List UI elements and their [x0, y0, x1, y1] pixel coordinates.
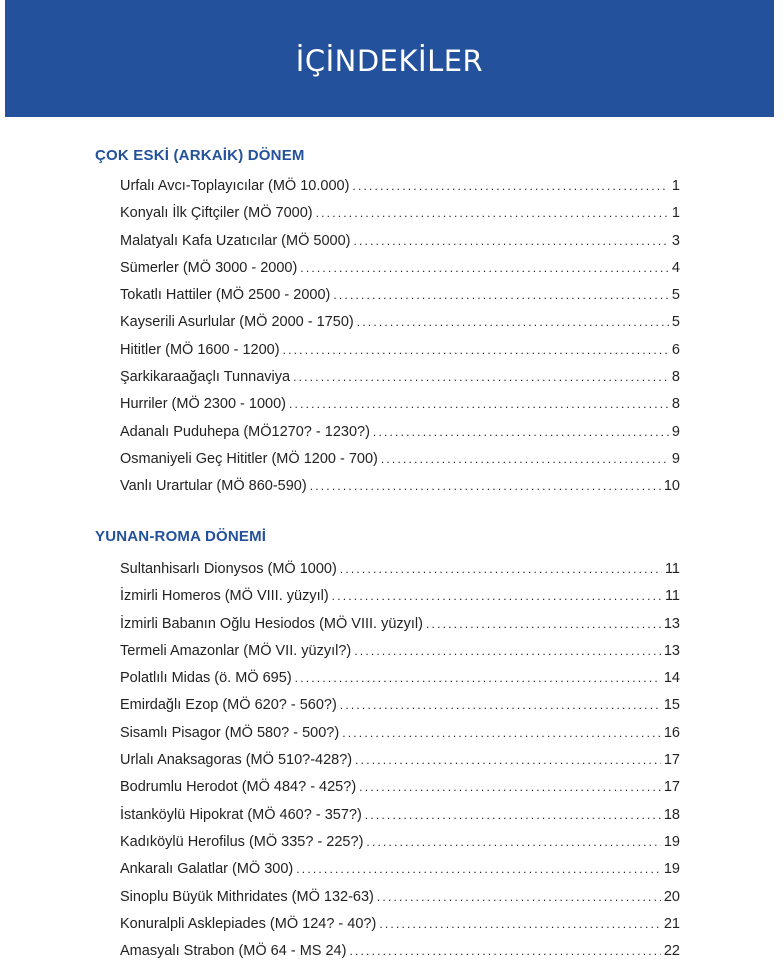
toc-entry-title: Malatyalı Kafa Uzatıcılar (MÖ 5000)	[120, 232, 351, 249]
toc-entry-page-number: 16	[663, 724, 680, 741]
toc-entry[interactable]	[120, 228, 680, 255]
toc-entry-page-number: 20	[663, 888, 680, 905]
toc-entry[interactable]	[120, 364, 680, 391]
toc-entry-title: İzmirli Babanın Oğlu Hesiodos (MÖ VIII. yüzyıl)	[120, 615, 423, 632]
toc-entry-title: Urfalı Avcı-Toplayıcılar (MÖ 10.000)	[120, 178, 350, 194]
dot-leader	[373, 419, 669, 446]
page-title: İÇİNDEKİLER	[295, 44, 484, 78]
toc-entry[interactable]	[120, 829, 680, 856]
section-title-yunan-roma: YUNAN-ROMA DÖNEMİ	[95, 528, 267, 545]
toc-entry-title: Vanlı Urartular (MÖ 860-590)	[120, 478, 307, 495]
section-title-arkaik: ÇOK ESKİ (ARKAİK) DÖNEM	[95, 147, 305, 164]
toc-entry[interactable]	[120, 665, 680, 692]
toc-entry-title: Osmaniyeli Geç Hititler (MÖ 1200 - 700)	[120, 450, 378, 467]
dot-leader	[293, 364, 669, 391]
toc-entry[interactable]	[120, 583, 680, 610]
toc-entry-title: Konuralpli Asklepiades (MÖ 124? - 40?)	[120, 915, 377, 932]
toc-entry[interactable]	[120, 419, 680, 446]
dot-leader	[366, 829, 660, 856]
toc-entry-title: Polatlılı Midas (ö. MÖ 695)	[120, 670, 292, 687]
toc-entry-page-number: 17	[663, 779, 680, 796]
toc-entry-title: İzmirli Homeros (MÖ VIII. yüzyıl)	[120, 588, 329, 605]
toc-entry-title: Kayserili Asurlular (MÖ 2000 - 1750)	[120, 314, 354, 331]
dot-leader	[289, 391, 669, 418]
dot-leader	[426, 611, 661, 638]
toc-list-arkaik	[120, 173, 680, 501]
dot-leader	[342, 720, 661, 747]
toc-entry[interactable]	[120, 282, 680, 309]
toc-entry-page-number: 11	[664, 588, 680, 605]
dot-leader	[340, 692, 661, 719]
toc-entry-title: Adanalı Puduhepa (MÖ1270? - 1230?)	[120, 423, 370, 440]
toc-entry-title: Sümerler (MÖ 3000 - 2000)	[120, 259, 298, 276]
page-header	[5, 0, 774, 117]
toc-entry-title: Urlalı Anaksagoras (MÖ 510?-428?)	[120, 752, 353, 769]
toc-entry-page-number: 8	[671, 369, 680, 386]
dot-leader	[352, 173, 669, 200]
dot-leader	[355, 747, 661, 774]
toc-entry[interactable]	[120, 309, 680, 336]
toc-entry-page-number: 22	[663, 943, 680, 960]
toc-entry-title: Amasyalı Strabon (MÖ 64 - MS 24)	[120, 943, 347, 960]
toc-entry-title: Sultanhisarlı Dionysos (MÖ 1000)	[120, 561, 337, 577]
toc-entry-page-number: 1	[671, 205, 680, 222]
toc-entry-title: Sisamlı Pisagor (MÖ 580? - 500?)	[120, 724, 340, 741]
toc-entry-page-number: 5	[671, 287, 680, 304]
toc-entry[interactable]	[120, 856, 680, 883]
toc-entry-page-number: 8	[671, 396, 680, 413]
toc-entry-title: İstanköylü Hipokrat (MÖ 460? - 357?)	[120, 806, 362, 823]
toc-entry-page-number: 6	[671, 341, 680, 358]
toc-entry[interactable]	[120, 720, 680, 747]
toc-entry-page-number: 18	[663, 806, 680, 823]
dot-leader	[357, 309, 669, 336]
toc-entry-page-number: 21	[663, 915, 680, 932]
dot-leader	[377, 884, 661, 911]
toc-entry[interactable]	[120, 337, 680, 364]
toc-entry-page-number: 15	[663, 697, 680, 714]
toc-entry-title: Emirdağlı Ezop (MÖ 620? - 560?)	[120, 697, 337, 714]
toc-entry-page-number: 1	[671, 178, 680, 194]
toc-entry-title: Sinoplu Büyük Mithridates (MÖ 132-63)	[120, 888, 374, 905]
toc-entry[interactable]	[120, 473, 680, 500]
dot-leader	[381, 446, 669, 473]
toc-entry[interactable]	[120, 255, 680, 282]
toc-entry[interactable]	[120, 802, 680, 829]
toc-entry-page-number: 11	[664, 561, 680, 577]
dot-leader	[295, 665, 661, 692]
toc-entry[interactable]	[120, 446, 680, 473]
dot-leader	[354, 638, 661, 665]
dot-leader	[333, 282, 669, 309]
dot-leader	[300, 255, 669, 282]
toc-entry-title: Termeli Amazonlar (MÖ VII. yüzyıl?)	[120, 642, 352, 659]
toc-entry-page-number: 4	[671, 259, 680, 276]
toc-entry[interactable]	[120, 611, 680, 638]
toc-entry[interactable]	[120, 556, 680, 583]
toc-entry[interactable]	[120, 692, 680, 719]
dot-leader	[340, 556, 662, 583]
toc-entry-page-number: 5	[671, 314, 680, 331]
toc-entry[interactable]	[120, 911, 680, 938]
toc-entry-title: Ankaralı Galatlar (MÖ 300)	[120, 861, 294, 878]
toc-entry-page-number: 17	[663, 752, 680, 769]
toc-entry-page-number: 3	[671, 232, 680, 249]
toc-entry-title: Kadıköylü Herofilus (MÖ 335? - 225?)	[120, 833, 364, 850]
toc-entry-page-number: 13	[663, 642, 680, 659]
toc-entry-page-number: 13	[663, 615, 680, 632]
toc-list-yunan-roma	[120, 556, 680, 965]
toc-entry-title: Konyalı İlk Çiftçiler (MÖ 7000)	[120, 205, 313, 222]
toc-entry-title: Tokatlı Hattiler (MÖ 2500 - 2000)	[120, 287, 331, 304]
dot-leader	[349, 938, 660, 965]
dot-leader	[353, 228, 668, 255]
toc-entry-title: Hititler (MÖ 1600 - 1200)	[120, 341, 280, 358]
dot-leader	[310, 473, 661, 500]
toc-entry[interactable]	[120, 173, 680, 200]
dot-leader	[283, 337, 669, 364]
toc-entry-page-number: 19	[663, 833, 680, 850]
toc-entry-title: Şarkikaraağaçlı Tunnaviya	[120, 369, 291, 386]
toc-entry[interactable]	[120, 938, 680, 965]
toc-entry-page-number: 14	[663, 670, 680, 687]
dot-leader	[332, 583, 662, 610]
toc-entry-title: Hurriler (MÖ 2300 - 1000)	[120, 396, 286, 413]
toc-entry[interactable]	[120, 747, 680, 774]
dot-leader	[365, 802, 661, 829]
dot-leader	[296, 856, 661, 883]
dot-leader	[379, 911, 661, 938]
dot-leader	[316, 200, 669, 227]
toc-entry-page-number: 9	[671, 423, 680, 440]
toc-entry-title: Bodrumlu Herodot (MÖ 484? - 425?)	[120, 779, 357, 796]
toc-entry-page-number: 9	[671, 450, 680, 467]
toc-entry[interactable]	[120, 638, 680, 665]
toc-entry[interactable]	[120, 391, 680, 418]
dot-leader	[359, 774, 661, 801]
toc-entry[interactable]	[120, 774, 680, 801]
toc-entry[interactable]	[120, 200, 680, 227]
toc-entry-page-number: 19	[663, 861, 680, 878]
toc-entry-page-number: 10	[663, 478, 680, 495]
toc-entry[interactable]	[120, 884, 680, 911]
